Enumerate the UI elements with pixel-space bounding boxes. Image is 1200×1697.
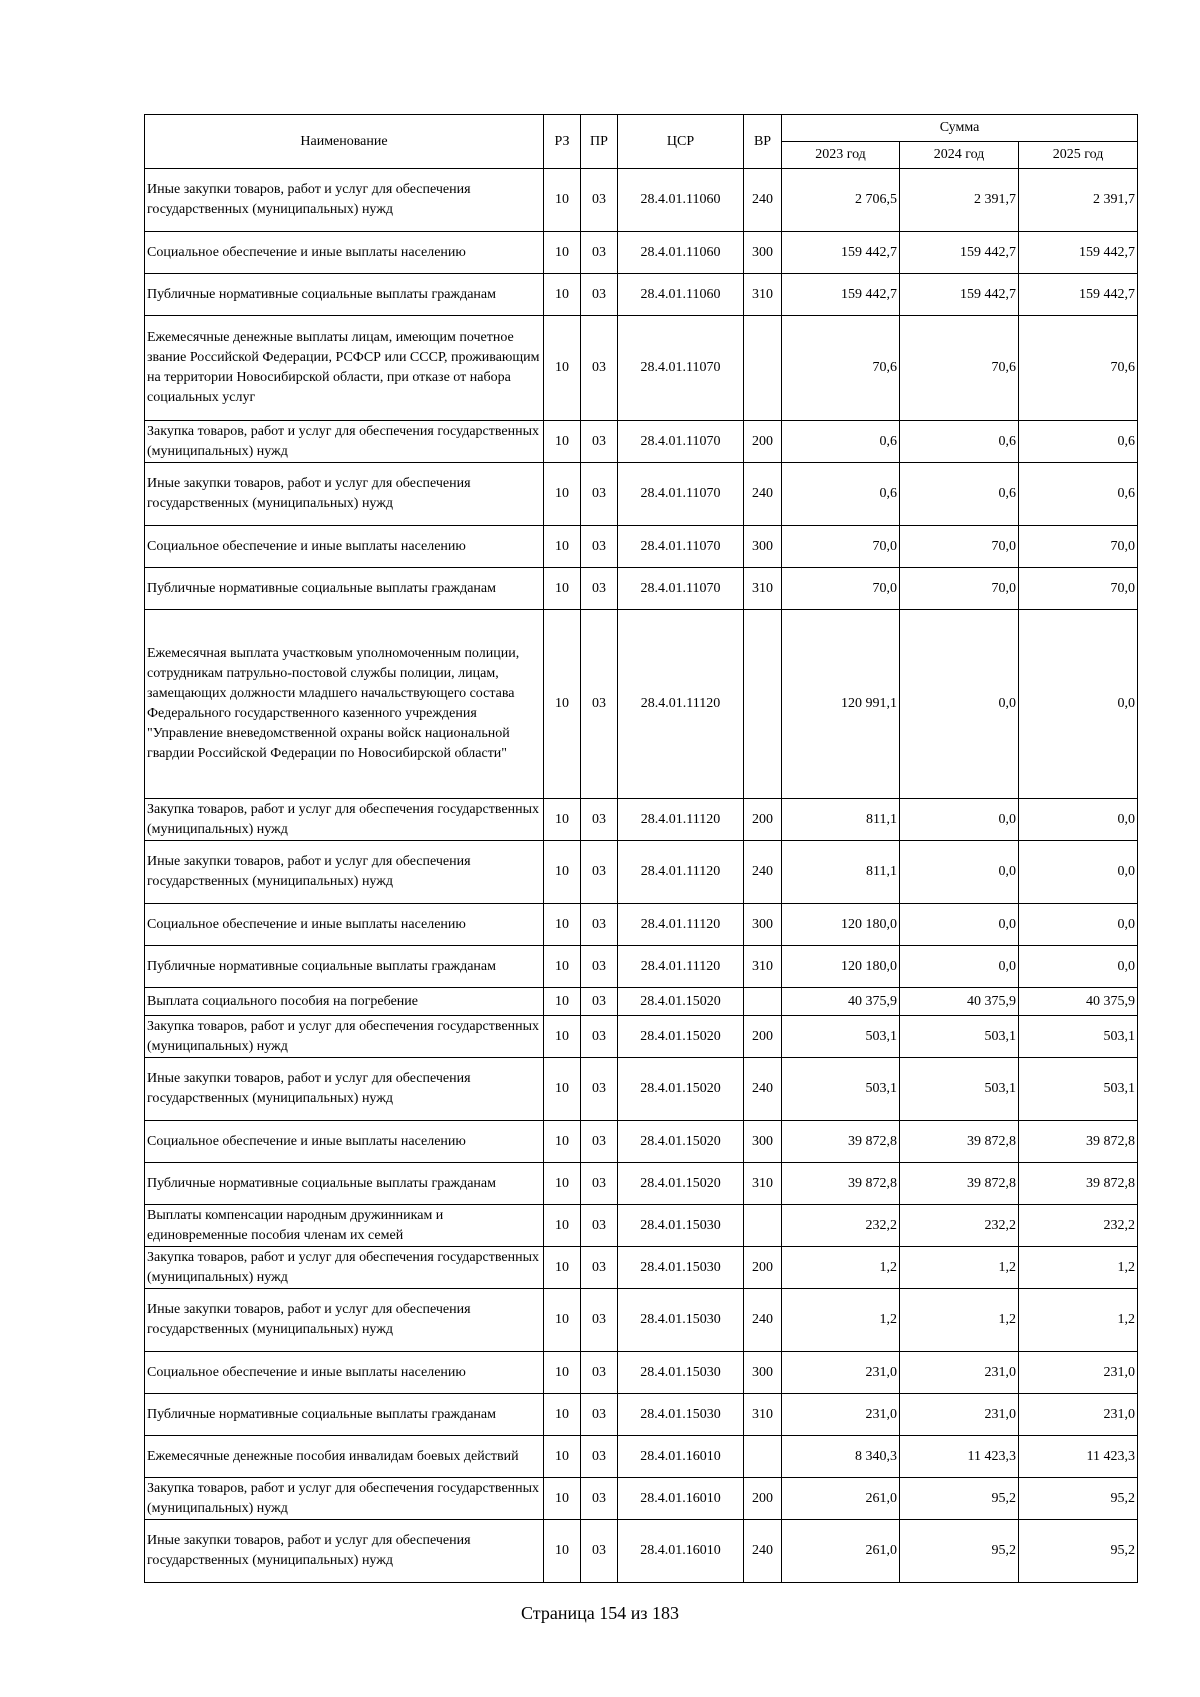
row-csr: 28.4.01.11060 <box>618 169 744 232</box>
row-vr: 310 <box>744 274 782 316</box>
row-sum-2025: 0,6 <box>1019 463 1138 526</box>
row-sum-2025: 70,6 <box>1019 316 1138 421</box>
table-row <box>145 1394 1138 1436</box>
row-sum-2023: 1,2 <box>782 1289 900 1352</box>
table-row <box>145 1478 1138 1520</box>
row-name: Закупка товаров, работ и услуг для обеспечения государственных (муниципальных) нужд <box>145 1016 544 1058</box>
row-sum-2023: 231,0 <box>782 1352 900 1394</box>
row-csr: 28.4.01.15030 <box>618 1247 744 1289</box>
table-row <box>145 232 1138 274</box>
row-pr: 03 <box>581 1016 618 1058</box>
table-row <box>145 316 1138 421</box>
row-sum-2023: 120 180,0 <box>782 904 900 946</box>
table-row <box>145 1205 1138 1247</box>
row-rz: 10 <box>544 169 581 232</box>
row-rz: 10 <box>544 988 581 1016</box>
row-sum-2025: 503,1 <box>1019 1016 1138 1058</box>
row-sum-2023: 40 375,9 <box>782 988 900 1016</box>
row-sum-2023: 261,0 <box>782 1520 900 1583</box>
row-sum-2024: 70,6 <box>900 316 1019 421</box>
row-sum-2025: 0,6 <box>1019 421 1138 463</box>
row-sum-2024: 503,1 <box>900 1058 1019 1121</box>
header-year-2025: 2025 год <box>1019 142 1138 169</box>
row-vr: 300 <box>744 1121 782 1163</box>
row-vr: 200 <box>744 799 782 841</box>
row-pr: 03 <box>581 610 618 799</box>
row-sum-2025: 39 872,8 <box>1019 1163 1138 1205</box>
row-csr: 28.4.01.11120 <box>618 946 744 988</box>
row-rz: 10 <box>544 232 581 274</box>
row-rz: 10 <box>544 904 581 946</box>
row-sum-2023: 231,0 <box>782 1394 900 1436</box>
row-vr: 240 <box>744 841 782 904</box>
row-name: Публичные нормативные социальные выплаты гражданам <box>145 1163 544 1205</box>
row-sum-2024: 70,0 <box>900 526 1019 568</box>
row-rz: 10 <box>544 946 581 988</box>
row-vr: 300 <box>744 232 782 274</box>
row-sum-2023: 120 991,1 <box>782 610 900 799</box>
table-row <box>145 1436 1138 1478</box>
row-name: Выплаты компенсации народным дружинникам и единовременные пособия членам их семей <box>145 1205 544 1247</box>
row-pr: 03 <box>581 316 618 421</box>
table-row <box>145 526 1138 568</box>
row-pr: 03 <box>581 1394 618 1436</box>
row-sum-2025: 231,0 <box>1019 1352 1138 1394</box>
table-row <box>145 799 1138 841</box>
row-pr: 03 <box>581 169 618 232</box>
row-sum-2024: 0,6 <box>900 421 1019 463</box>
row-rz: 10 <box>544 526 581 568</box>
row-rz: 10 <box>544 841 581 904</box>
row-sum-2024: 95,2 <box>900 1478 1019 1520</box>
row-name: Публичные нормативные социальные выплаты гражданам <box>145 274 544 316</box>
row-vr: 300 <box>744 904 782 946</box>
row-name: Социальное обеспечение и иные выплаты населению <box>145 904 544 946</box>
row-sum-2023: 70,0 <box>782 568 900 610</box>
row-name: Иные закупки товаров, работ и услуг для обеспечения государственных (муниципальных) нужд <box>145 463 544 526</box>
row-rz: 10 <box>544 1121 581 1163</box>
row-sum-2024: 95,2 <box>900 1520 1019 1583</box>
row-rz: 10 <box>544 1247 581 1289</box>
row-sum-2023: 70,0 <box>782 526 900 568</box>
row-sum-2023: 70,6 <box>782 316 900 421</box>
table-row <box>145 1352 1138 1394</box>
table-row <box>145 1289 1138 1352</box>
row-vr: 240 <box>744 1058 782 1121</box>
row-vr <box>744 1436 782 1478</box>
row-sum-2023: 120 180,0 <box>782 946 900 988</box>
table-row <box>145 1016 1138 1058</box>
row-vr: 310 <box>744 568 782 610</box>
header-vr: ВР <box>744 115 782 169</box>
row-name: Закупка товаров, работ и услуг для обеспечения государственных (муниципальных) нужд <box>145 1478 544 1520</box>
row-sum-2024: 39 872,8 <box>900 1121 1019 1163</box>
row-sum-2025: 0,0 <box>1019 904 1138 946</box>
row-csr: 28.4.01.15020 <box>618 988 744 1016</box>
row-pr: 03 <box>581 799 618 841</box>
row-csr: 28.4.01.15020 <box>618 1016 744 1058</box>
row-csr: 28.4.01.11120 <box>618 904 744 946</box>
row-pr: 03 <box>581 1289 618 1352</box>
row-csr: 28.4.01.16010 <box>618 1436 744 1478</box>
row-sum-2024: 0,0 <box>900 841 1019 904</box>
row-vr <box>744 988 782 1016</box>
row-sum-2025: 2 391,7 <box>1019 169 1138 232</box>
row-rz: 10 <box>544 610 581 799</box>
row-sum-2024: 231,0 <box>900 1394 1019 1436</box>
row-rz: 10 <box>544 274 581 316</box>
row-name: Ежемесячные денежные выплаты лицам, имеющим почетное звание Российской Федерации, РСФСР или СССР, проживающим на территории Новосибирской области, при отказе от набора социальных услуг <box>145 316 544 421</box>
row-vr: 310 <box>744 1394 782 1436</box>
row-pr: 03 <box>581 1520 618 1583</box>
row-sum-2025: 11 423,3 <box>1019 1436 1138 1478</box>
row-csr: 28.4.01.15020 <box>618 1058 744 1121</box>
row-name: Ежемесячная выплата участковым уполномоченным полиции, сотрудникам патрульно-постовой службы полиции, лицам, замещающих должности младшего начальствующего состава Федерального государственного казенного учреждения "Управление вневедомственной охраны войск национальной гвардии Российской Федерации по Новосибирской области" <box>145 610 544 799</box>
table-header <box>145 115 1138 169</box>
row-csr: 28.4.01.11070 <box>618 463 744 526</box>
row-pr: 03 <box>581 1121 618 1163</box>
row-vr: 240 <box>744 1520 782 1583</box>
row-pr: 03 <box>581 1058 618 1121</box>
row-csr: 28.4.01.11060 <box>618 274 744 316</box>
header-pr: ПР <box>581 115 618 169</box>
row-vr <box>744 610 782 799</box>
row-csr: 28.4.01.15030 <box>618 1289 744 1352</box>
row-sum-2025: 159 442,7 <box>1019 232 1138 274</box>
row-sum-2023: 39 872,8 <box>782 1163 900 1205</box>
row-vr: 200 <box>744 1247 782 1289</box>
row-sum-2025: 503,1 <box>1019 1058 1138 1121</box>
table-row <box>145 463 1138 526</box>
row-pr: 03 <box>581 568 618 610</box>
row-vr: 200 <box>744 1016 782 1058</box>
table-row <box>145 169 1138 232</box>
row-sum-2024: 70,0 <box>900 568 1019 610</box>
header-rz: РЗ <box>544 115 581 169</box>
row-sum-2024: 1,2 <box>900 1289 1019 1352</box>
row-sum-2023: 0,6 <box>782 463 900 526</box>
row-name: Иные закупки товаров, работ и услуг для обеспечения государственных (муниципальных) нужд <box>145 1058 544 1121</box>
row-pr: 03 <box>581 526 618 568</box>
row-vr: 240 <box>744 169 782 232</box>
row-csr: 28.4.01.16010 <box>618 1520 744 1583</box>
row-sum-2025: 0,0 <box>1019 610 1138 799</box>
table-row <box>145 421 1138 463</box>
row-pr: 03 <box>581 1205 618 1247</box>
row-vr: 240 <box>744 1289 782 1352</box>
table-body <box>145 169 1138 1583</box>
row-name: Социальное обеспечение и иные выплаты населению <box>145 232 544 274</box>
row-pr: 03 <box>581 463 618 526</box>
row-csr: 28.4.01.11070 <box>618 316 744 421</box>
row-name: Социальное обеспечение и иные выплаты населению <box>145 1352 544 1394</box>
row-sum-2025: 95,2 <box>1019 1478 1138 1520</box>
table-row <box>145 610 1138 799</box>
row-name: Публичные нормативные социальные выплаты гражданам <box>145 946 544 988</box>
row-sum-2024: 1,2 <box>900 1247 1019 1289</box>
row-sum-2024: 231,0 <box>900 1352 1019 1394</box>
row-vr: 310 <box>744 1163 782 1205</box>
row-pr: 03 <box>581 274 618 316</box>
row-csr: 28.4.01.15030 <box>618 1394 744 1436</box>
row-pr: 03 <box>581 841 618 904</box>
row-sum-2025: 1,2 <box>1019 1289 1138 1352</box>
row-name: Социальное обеспечение и иные выплаты населению <box>145 526 544 568</box>
row-csr: 28.4.01.15020 <box>618 1163 744 1205</box>
row-sum-2023: 811,1 <box>782 799 900 841</box>
row-vr: 240 <box>744 463 782 526</box>
budget-table <box>144 114 1138 1583</box>
row-csr: 28.4.01.11120 <box>618 841 744 904</box>
row-sum-2023: 2 706,5 <box>782 169 900 232</box>
row-sum-2024: 0,0 <box>900 799 1019 841</box>
table-row <box>145 274 1138 316</box>
row-sum-2024: 503,1 <box>900 1016 1019 1058</box>
row-rz: 10 <box>544 1205 581 1247</box>
row-name: Иные закупки товаров, работ и услуг для обеспечения государственных (муниципальных) нужд <box>145 1289 544 1352</box>
row-sum-2025: 1,2 <box>1019 1247 1138 1289</box>
row-name: Публичные нормативные социальные выплаты гражданам <box>145 1394 544 1436</box>
row-sum-2025: 70,0 <box>1019 568 1138 610</box>
row-rz: 10 <box>544 1289 581 1352</box>
row-sum-2024: 159 442,7 <box>900 274 1019 316</box>
row-pr: 03 <box>581 1478 618 1520</box>
row-sum-2023: 0,6 <box>782 421 900 463</box>
row-sum-2023: 159 442,7 <box>782 274 900 316</box>
row-sum-2025: 70,0 <box>1019 526 1138 568</box>
row-rz: 10 <box>544 1394 581 1436</box>
header-year-2024: 2024 год <box>900 142 1019 169</box>
row-sum-2025: 0,0 <box>1019 799 1138 841</box>
row-sum-2024: 2 391,7 <box>900 169 1019 232</box>
row-sum-2023: 39 872,8 <box>782 1121 900 1163</box>
row-sum-2025: 0,0 <box>1019 841 1138 904</box>
row-sum-2025: 40 375,9 <box>1019 988 1138 1016</box>
row-sum-2024: 11 423,3 <box>900 1436 1019 1478</box>
row-csr: 28.4.01.11120 <box>618 610 744 799</box>
row-csr: 28.4.01.11120 <box>618 799 744 841</box>
row-sum-2025: 231,0 <box>1019 1394 1138 1436</box>
row-csr: 28.4.01.11070 <box>618 526 744 568</box>
row-sum-2023: 503,1 <box>782 1058 900 1121</box>
row-rz: 10 <box>544 1520 581 1583</box>
row-pr: 03 <box>581 946 618 988</box>
row-rz: 10 <box>544 1352 581 1394</box>
table-row <box>145 946 1138 988</box>
row-vr: 200 <box>744 421 782 463</box>
row-name: Закупка товаров, работ и услуг для обеспечения государственных (муниципальных) нужд <box>145 1247 544 1289</box>
row-sum-2023: 811,1 <box>782 841 900 904</box>
row-rz: 10 <box>544 421 581 463</box>
row-csr: 28.4.01.11070 <box>618 421 744 463</box>
row-pr: 03 <box>581 232 618 274</box>
table-row <box>145 1163 1138 1205</box>
row-name: Иные закупки товаров, работ и услуг для обеспечения государственных (муниципальных) нужд <box>145 841 544 904</box>
row-sum-2024: 0,6 <box>900 463 1019 526</box>
row-sum-2023: 159 442,7 <box>782 232 900 274</box>
row-rz: 10 <box>544 799 581 841</box>
row-csr: 28.4.01.16010 <box>618 1478 744 1520</box>
table-row <box>145 1520 1138 1583</box>
table-row <box>145 1121 1138 1163</box>
row-rz: 10 <box>544 463 581 526</box>
row-csr: 28.4.01.15030 <box>618 1352 744 1394</box>
table-row <box>145 904 1138 946</box>
row-rz: 10 <box>544 1163 581 1205</box>
row-name: Иные закупки товаров, работ и услуг для обеспечения государственных (муниципальных) нужд <box>145 169 544 232</box>
row-name: Социальное обеспечение и иные выплаты населению <box>145 1121 544 1163</box>
row-rz: 10 <box>544 1436 581 1478</box>
row-rz: 10 <box>544 568 581 610</box>
row-sum-2023: 503,1 <box>782 1016 900 1058</box>
table-row <box>145 841 1138 904</box>
row-name: Выплата социального пособия на погребение <box>145 988 544 1016</box>
row-name: Иные закупки товаров, работ и услуг для обеспечения государственных (муниципальных) нужд <box>145 1520 544 1583</box>
page-number: Страница 154 из 183 <box>521 1603 679 1623</box>
table-row <box>145 1058 1138 1121</box>
row-rz: 10 <box>544 1478 581 1520</box>
row-csr: 28.4.01.11060 <box>618 232 744 274</box>
row-pr: 03 <box>581 904 618 946</box>
row-sum-2025: 95,2 <box>1019 1520 1138 1583</box>
table-row <box>145 988 1138 1016</box>
row-rz: 10 <box>544 1016 581 1058</box>
row-sum-2024: 39 872,8 <box>900 1163 1019 1205</box>
row-sum-2024: 232,2 <box>900 1205 1019 1247</box>
row-name: Закупка товаров, работ и услуг для обеспечения государственных (муниципальных) нужд <box>145 421 544 463</box>
row-pr: 03 <box>581 1352 618 1394</box>
row-name: Публичные нормативные социальные выплаты гражданам <box>145 568 544 610</box>
row-vr <box>744 316 782 421</box>
row-sum-2024: 40 375,9 <box>900 988 1019 1016</box>
row-sum-2023: 232,2 <box>782 1205 900 1247</box>
row-sum-2024: 0,0 <box>900 610 1019 799</box>
row-csr: 28.4.01.15020 <box>618 1121 744 1163</box>
row-sum-2024: 159 442,7 <box>900 232 1019 274</box>
row-sum-2025: 159 442,7 <box>1019 274 1138 316</box>
row-pr: 03 <box>581 421 618 463</box>
row-sum-2025: 39 872,8 <box>1019 1121 1138 1163</box>
header-csr: ЦСР <box>618 115 744 169</box>
row-rz: 10 <box>544 1058 581 1121</box>
row-pr: 03 <box>581 1436 618 1478</box>
table-row <box>145 1247 1138 1289</box>
row-sum-2025: 232,2 <box>1019 1205 1138 1247</box>
header-name: Наименование <box>145 115 544 169</box>
row-pr: 03 <box>581 1247 618 1289</box>
row-sum-2024: 0,0 <box>900 904 1019 946</box>
row-vr: 310 <box>744 946 782 988</box>
row-vr: 300 <box>744 526 782 568</box>
row-sum-2023: 8 340,3 <box>782 1436 900 1478</box>
row-vr: 300 <box>744 1352 782 1394</box>
row-pr: 03 <box>581 1163 618 1205</box>
row-vr <box>744 1205 782 1247</box>
row-sum-2025: 0,0 <box>1019 946 1138 988</box>
row-sum-2024: 0,0 <box>900 946 1019 988</box>
row-csr: 28.4.01.15030 <box>618 1205 744 1247</box>
table-row <box>145 568 1138 610</box>
row-sum-2023: 1,2 <box>782 1247 900 1289</box>
row-pr: 03 <box>581 988 618 1016</box>
row-name: Закупка товаров, работ и услуг для обеспечения государственных (муниципальных) нужд <box>145 799 544 841</box>
header-sum: Сумма <box>782 115 1138 142</box>
row-csr: 28.4.01.11070 <box>618 568 744 610</box>
row-rz: 10 <box>544 316 581 421</box>
row-name: Ежемесячные денежные пособия инвалидам боевых действий <box>145 1436 544 1478</box>
row-vr: 200 <box>744 1478 782 1520</box>
header-year-2023: 2023 год <box>782 142 900 169</box>
row-sum-2023: 261,0 <box>782 1478 900 1520</box>
